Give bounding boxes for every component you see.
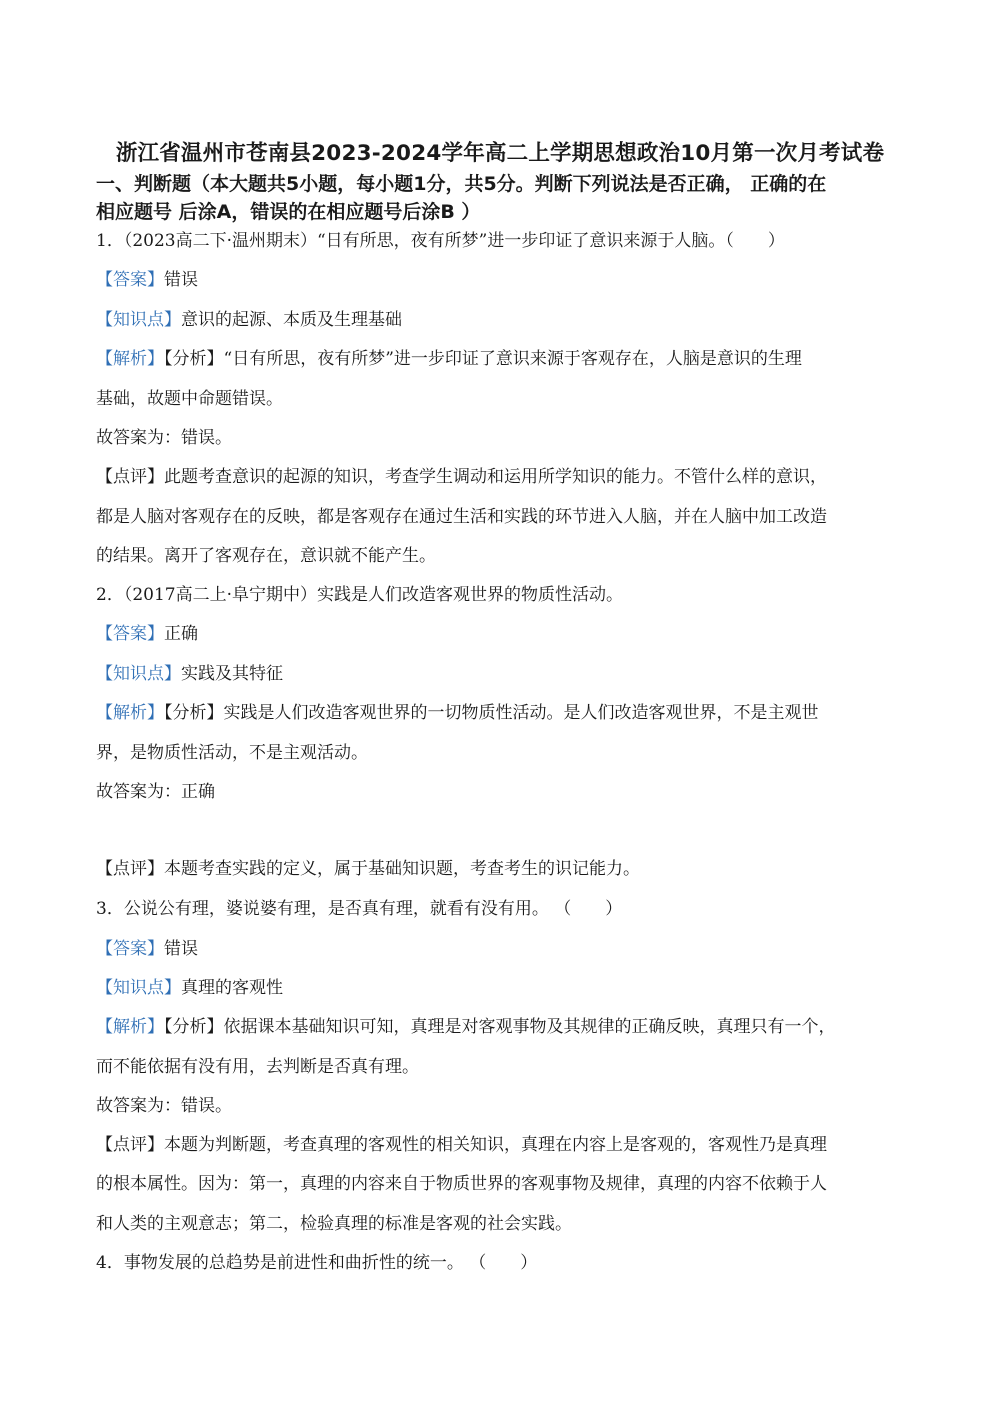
analysis-label: 【解析】 bbox=[96, 349, 164, 369]
question-3-analysis-line-1 bbox=[96, 1015, 836, 1039]
question-3-comment-line-1 bbox=[96, 1133, 827, 1157]
knowledge-label: 【知识点】 bbox=[96, 310, 181, 330]
question-2-analysis-line-2: 界，是物质性活动，不是主观活动。 bbox=[96, 743, 368, 763]
answer-label: 【答案】 bbox=[96, 939, 164, 959]
answer-label: 【答案】 bbox=[96, 270, 164, 290]
comment-text: 此题考查意识的起源的知识，考查学生调动和运用所学知识的能力。不管什么样的意识， bbox=[164, 467, 827, 487]
answer-label: 【答案】 bbox=[96, 624, 164, 644]
question-1-comment-line-2: 都是人脑对客观存在的反映，都是客观存在通过生活和实践的环节进入人脑，并在人脑中加工改造 bbox=[96, 507, 827, 527]
question-2-knowledge bbox=[96, 662, 283, 686]
question-1-answer bbox=[96, 268, 198, 292]
question-4-stem: 4．事物发展的总趋势是前进性和曲折性的统一。 （ ） bbox=[96, 1253, 538, 1273]
analysis-text: 【分析】“日有所思，夜有所梦”进一步印证了意识来源于客观存在，人脑是意识的生理 bbox=[164, 349, 802, 369]
question-1-analysis-line-2: 基础，故题中命题错误。 bbox=[96, 389, 283, 409]
question-1-analysis-line-3: 故答案为：错误。 bbox=[96, 428, 232, 448]
knowledge-value: 真理的客观性 bbox=[181, 978, 283, 998]
knowledge-value: 实践及其特征 bbox=[181, 664, 283, 684]
question-3-comment-line-2: 的根本属性。因为：第一，真理的内容来自于物质世界的客观事物及规律，真理的内容不依赖于人 bbox=[96, 1174, 827, 1194]
comment-label: 【点评】 bbox=[96, 467, 164, 487]
question-2-comment-line-1 bbox=[96, 857, 640, 881]
knowledge-value: 意识的起源、本质及生理基础 bbox=[181, 310, 402, 330]
section-heading-line-2: 相应题号 后涂A，错误的在相应题号后涂B ） bbox=[96, 201, 481, 223]
question-3-knowledge bbox=[96, 976, 283, 1000]
comment-label: 【点评】 bbox=[96, 1135, 164, 1155]
question-2-analysis-line-3: 故答案为：正确 bbox=[96, 782, 215, 802]
question-1-comment-line-3: 的结果。离开了客观存在，意识就不能产生。 bbox=[96, 546, 436, 566]
comment-label: 【点评】 bbox=[96, 859, 164, 879]
question-3-answer bbox=[96, 937, 198, 961]
knowledge-label: 【知识点】 bbox=[96, 978, 181, 998]
answer-value: 错误 bbox=[164, 270, 198, 290]
analysis-text: 【分析】依据课本基础知识可知，真理是对客观事物及其规律的正确反映，真理只有一个， bbox=[164, 1017, 836, 1037]
analysis-label: 【解析】 bbox=[96, 1017, 164, 1037]
document-title: 浙江省温州市苍南县2023-2024学年高二上学期思想政治10月第一次月考试卷 bbox=[115, 141, 885, 166]
question-1-knowledge bbox=[96, 308, 402, 332]
question-1-stem: 1．（2023高二下·温州期末）“日有所思，夜有所梦”进一步印证了意识来源于人脑。（ ） bbox=[96, 231, 785, 251]
answer-value: 错误 bbox=[164, 939, 198, 959]
analysis-label: 【解析】 bbox=[96, 703, 164, 723]
question-3-analysis-line-2: 而不能依据有没有用，去判断是否真有理。 bbox=[96, 1057, 419, 1077]
analysis-text: 【分析】实践是人们改造客观世界的一切物质性活动。是人们改造客观世界，不是主观世 bbox=[164, 703, 819, 723]
question-2-answer bbox=[96, 622, 198, 646]
knowledge-label: 【知识点】 bbox=[96, 664, 181, 684]
comment-text: 本题考查实践的定义，属于基础知识题，考查考生的识记能力。 bbox=[164, 859, 640, 879]
comment-text: 本题为判断题，考查真理的客观性的相关知识，真理在内容上是客观的，客观性乃是真理 bbox=[164, 1135, 827, 1155]
question-2-stem: 2．（2017高二上·阜宁期中）实践是人们改造客观世界的物质性活动。 bbox=[96, 585, 623, 605]
section-heading-line-1: 一、判断题（本大题共5小题，每小题1分，共5分。判断下列说法是否正确， 正确的在 bbox=[96, 173, 827, 195]
question-1-comment-line-1 bbox=[96, 465, 827, 489]
question-3-stem: 3．公说公有理，婆说婆有理，是否真有理，就看有没有用。 （ ） bbox=[96, 899, 623, 919]
question-1-analysis-line-1 bbox=[96, 347, 802, 371]
question-2-analysis-line-1 bbox=[96, 701, 819, 725]
question-3-comment-line-3: 和人类的主观意志；第二，检验真理的标准是客观的社会实践。 bbox=[96, 1214, 572, 1234]
question-3-analysis-line-3: 故答案为：错误。 bbox=[96, 1096, 232, 1116]
answer-value: 正确 bbox=[164, 624, 198, 644]
